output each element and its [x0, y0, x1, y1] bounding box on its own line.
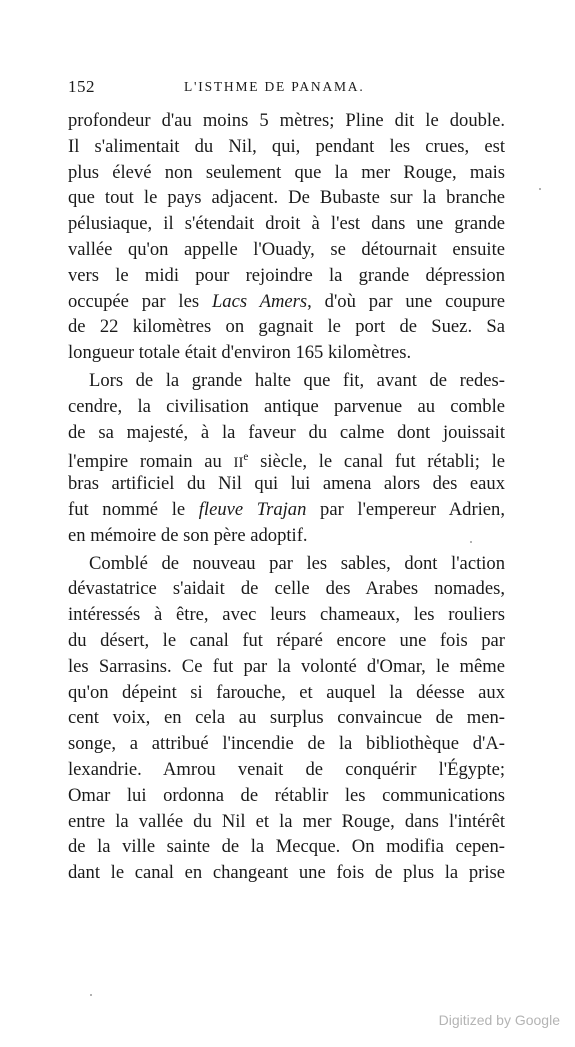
digitization-watermark: Digitized by Google — [438, 1012, 560, 1028]
ordinal-suffix: e — [243, 451, 249, 464]
text-line: Il s'alimentait du Nil, qui, pendant les crues, est — [68, 135, 505, 157]
text-line: en mémoire de son père adoptif. — [68, 524, 308, 546]
body-text — [68, 108, 505, 886]
text-line: occupée par les Lacs Amers, d'où par une coupure — [68, 290, 505, 312]
text-line: vers le midi pour rejoindre la grande dépression — [68, 264, 505, 286]
page-header — [68, 77, 508, 101]
text-line: songe, a attribué l'incendie de la bibliothèque d'A- — [68, 733, 505, 755]
text-line: fut nommé le fleuve Trajan par l'empereur Adrien, — [68, 498, 505, 520]
text-line: cent voix, en cela au surplus convaincue de men- — [68, 707, 505, 729]
text-line: bras artificiel du Nil qui lui amena alors des eaux — [68, 473, 505, 495]
text-line: les Sarrasins. Ce fut par la volonté d'Omar, le même — [68, 655, 505, 677]
text-line: profondeur d'au moins 5 mètres; Pline dit le double. — [68, 110, 505, 131]
text-line: de sa majesté, à la faveur du calme dont jouissait — [68, 421, 505, 443]
text-line: entre la vallée du Nil et la mer Rouge, dans l'intérêt — [68, 810, 505, 832]
text-line: Comblé de nouveau par les sables, dont l'action — [89, 552, 505, 574]
text-line: l'empire romain au IIe siècle, le canal fut rétabli; le — [68, 451, 505, 473]
text-line: intéressés à être, avec leurs chameaux, les rouliers — [68, 604, 505, 626]
italic-term: fleuve Trajan — [198, 498, 307, 520]
text-line: vallée qu'on appelle l'Ouady, se détournait ensuite — [68, 238, 505, 260]
text-line: plus élevé non seulement que la mer Rouge, mais — [68, 161, 505, 183]
text-line: de 22 kilomètres on gagnait le port de Suez. Sa — [68, 316, 505, 338]
text-line: dévastatrice s'aidait de celle des Arabes nomades, — [68, 578, 505, 600]
text-line: que tout le pays adjacent. De Bubaste sur la branche — [68, 187, 505, 209]
print-speck — [90, 994, 92, 996]
print-speck — [470, 541, 472, 543]
page-number: 152 — [68, 77, 95, 96]
text-line: dant le canal en changeant une fois de plus la prise — [68, 862, 505, 884]
text-line: lexandrie. Amrou venait de conquérir l'Égypte; — [68, 758, 505, 780]
text-line: longueur totale était d'environ 165 kilomètres. — [68, 342, 412, 364]
running-title: L'ISTHME DE PANAMA. — [184, 79, 365, 94]
text-line: du désert, le canal fut réparé encore une fois par — [68, 629, 505, 651]
text-line: qu'on dépeint si farouche, et auquel la déesse aux — [68, 681, 505, 703]
text-line: Omar lui ordonna de rétablir les communications — [68, 784, 505, 806]
print-speck — [539, 188, 541, 190]
text-line: cendre, la civilisation antique parvenue au comble — [68, 395, 505, 417]
roman-numeral: II — [233, 455, 244, 472]
text-line: de la ville sainte de la Mecque. On modifia cepen- — [68, 836, 505, 858]
italic-term: Lacs Amers — [211, 290, 308, 312]
text-line: Lors de la grande halte que fit, avant de redes- — [89, 369, 505, 391]
text-line: pélusiaque, il s'étendait droit à l'est dans une grande — [68, 213, 505, 235]
